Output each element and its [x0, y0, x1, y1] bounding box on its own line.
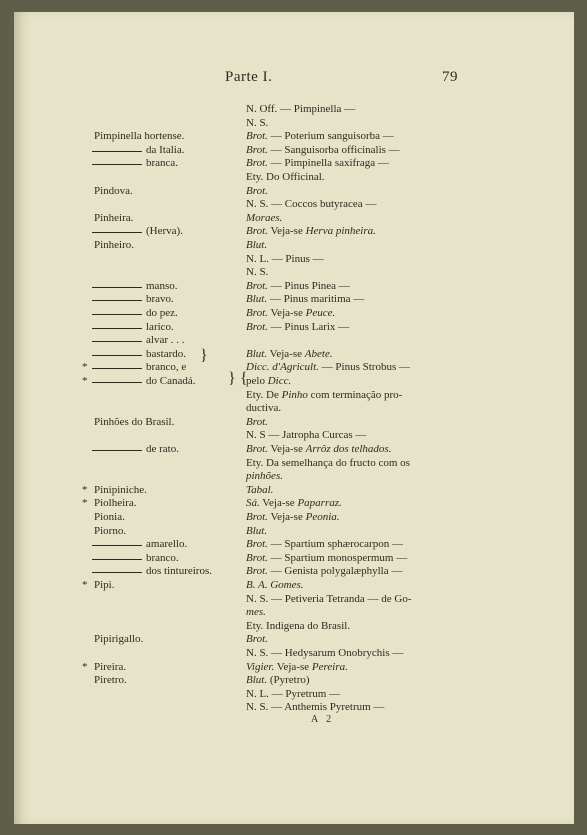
entry-line	[14, 225, 574, 238]
entry-term: bravo.	[146, 293, 174, 306]
entry-line	[14, 674, 574, 687]
entry-definition: Brot. — Spartium sphærocarpon —	[246, 538, 403, 551]
entry-definition: N. S. — Coccos butyracea —	[246, 198, 377, 211]
repeat-dash	[92, 314, 142, 315]
repeat-dash	[92, 559, 142, 560]
entry-definition: Ety. Do Officinal.	[246, 171, 325, 183]
entry-line	[14, 552, 574, 565]
entry-term: Pireira.	[94, 660, 127, 673]
entry-definition: Ety. Da semelhança do fructo com os	[246, 456, 410, 469]
entry-term: Piolheira.	[94, 497, 137, 510]
entry-line	[14, 470, 574, 483]
entry-term: Pinhões do Brasil.	[94, 415, 175, 428]
entry-definition: pinhões.	[246, 470, 283, 483]
entry-definition: Brot. — Poterium sanguisorba —	[246, 130, 394, 143]
entry-definition: Ety. De Pinho com terminação pro-	[246, 388, 403, 401]
entry-line	[14, 334, 574, 347]
entry-definition: N. S.	[246, 116, 269, 129]
asterisk-mark: *	[82, 483, 88, 496]
entry-line	[14, 701, 574, 714]
entry-definition: Moraes.	[246, 211, 283, 224]
entry-line	[14, 375, 574, 388]
entry-term: manso.	[146, 279, 178, 292]
entry-term: do Canadá.	[146, 375, 196, 387]
asterisk-mark: *	[82, 579, 88, 591]
entry-definition: Sá. Veja-se Paparraz.	[246, 497, 342, 510]
entry-line	[14, 402, 574, 415]
entry-term: branco.	[146, 551, 179, 564]
entry-line	[14, 321, 574, 334]
entry-definition: Brot. Veja-se Herva pinheira.	[246, 225, 376, 238]
asterisk-mark: *	[82, 361, 88, 374]
entry-definition: Brot.	[246, 415, 268, 428]
entry-term: alvar . . .	[146, 334, 185, 347]
entry-definition: Blut. — Pinus maritima —	[246, 293, 365, 306]
entry-term: Pinheira.	[94, 211, 134, 224]
entry-term: Pinipiniche.	[94, 483, 147, 496]
entry-definition: Blut.	[246, 524, 268, 537]
entry-line	[14, 661, 574, 674]
entry-line	[14, 565, 574, 578]
brace-canada-left: }	[228, 370, 236, 387]
entry-line	[14, 185, 574, 198]
entry-definition: Brot. Veja-se Peuce.	[246, 307, 336, 319]
entry-line	[14, 443, 574, 456]
book-page	[14, 12, 574, 824]
entry-definition: ductiva.	[246, 402, 282, 415]
repeat-dash	[92, 151, 142, 152]
entry-definition: Brot. Veja-se Arrôz dos telhados.	[246, 443, 392, 455]
entry-definition: Brot. — Pinus Pinea —	[246, 279, 350, 292]
entry-definition: N. Off. — Pimpinella —	[246, 103, 356, 115]
entry-definition: Brot. Veja-se Peonia.	[246, 511, 340, 523]
asterisk-mark: *	[82, 375, 88, 387]
repeat-dash	[92, 341, 142, 342]
running-head: Parte I.	[225, 69, 273, 85]
entry-line	[14, 103, 574, 116]
entry-term: do pez.	[146, 307, 178, 319]
entry-definition: Tabal.	[246, 483, 274, 496]
entry-definition: Brot. — Spartium monospermum —	[246, 551, 408, 564]
repeat-dash	[92, 572, 142, 573]
entry-definition: N. L. — Pyretrum —	[246, 687, 341, 700]
entry-line	[14, 429, 574, 442]
entry-definition: Blut.	[246, 239, 268, 251]
entry-term: Piorno.	[94, 524, 127, 537]
entry-line	[14, 633, 574, 646]
asterisk-mark: *	[82, 660, 88, 673]
repeat-dash	[92, 300, 142, 301]
entry-line	[14, 525, 574, 538]
entry-term: larico.	[146, 320, 174, 333]
entry-line	[14, 198, 574, 211]
repeat-dash	[92, 382, 142, 383]
entry-line	[14, 130, 574, 143]
entry-line	[14, 348, 574, 361]
entry-line	[14, 117, 574, 130]
entry-term: (Herva).	[146, 225, 183, 238]
entry-definition: Blut. (Pyretro)	[246, 674, 310, 687]
repeat-dash	[92, 450, 142, 451]
entry-line	[14, 171, 574, 184]
entry-definition: N. S. — Anthemis Pyretrum —	[246, 701, 385, 714]
entry-term: Pipirigallo.	[94, 633, 144, 646]
entry-definition: Brot. — Genista polygalæphylla —	[246, 565, 403, 578]
entry-line	[14, 647, 574, 660]
entry-line	[14, 620, 574, 633]
entry-definition: N. S.	[246, 266, 269, 279]
entry-term: de rato.	[146, 443, 179, 455]
entry-line	[14, 293, 574, 306]
repeat-dash	[92, 368, 142, 369]
brace-bastardo: }	[200, 347, 208, 364]
entry-definition: N. S. — Hedysarum Onobrychis —	[246, 647, 404, 659]
entry-term: Piretro.	[94, 674, 127, 687]
entry-line	[14, 416, 574, 429]
entry-line	[14, 579, 574, 592]
entry-term: Pinheiro.	[94, 239, 135, 251]
entry-line	[14, 511, 574, 524]
entry-definition: Brot. — Sanguisorba officinalis —	[246, 143, 400, 156]
entry-line	[14, 280, 574, 293]
entry-definition: N. S — Jatropha Curcas —	[246, 429, 367, 442]
entry-line	[14, 361, 574, 374]
entry-term: branca.	[146, 157, 179, 170]
entry-line	[14, 484, 574, 497]
entry-definition: Brot.	[246, 184, 268, 197]
entry-line	[14, 457, 574, 470]
entry-definition: Ety. Indigena do Brasil.	[246, 619, 351, 632]
entry-definition: Brot.	[246, 633, 268, 646]
asterisk-mark: *	[82, 497, 88, 510]
entry-line	[14, 266, 574, 279]
entry-term: Pimpinella hortense.	[94, 130, 185, 143]
entry-definition: N. L. — Pinus —	[246, 252, 324, 265]
entry-line	[14, 538, 574, 551]
brace-canada-right: {	[240, 370, 248, 387]
entry-line	[14, 497, 574, 510]
repeat-dash	[92, 328, 142, 329]
signature-mark: A 2	[311, 714, 335, 725]
repeat-dash	[92, 355, 142, 356]
entry-definition: pelo Dicc.	[246, 375, 292, 387]
dictionary-entries	[14, 12, 574, 824]
entry-line	[14, 212, 574, 225]
repeat-dash	[92, 164, 142, 165]
entry-definition: N. S. — Petiveria Tetranda — de Go-	[246, 592, 412, 605]
entry-term: da Italia.	[146, 143, 185, 156]
entry-line	[14, 688, 574, 701]
entry-term: branco, e	[146, 361, 187, 374]
entry-definition: Brot. — Pinus Larix —	[246, 320, 350, 333]
entry-line	[14, 253, 574, 266]
page-number: 79	[442, 69, 458, 85]
repeat-dash	[92, 545, 142, 546]
repeat-dash	[92, 287, 142, 288]
entry-term: Pionia.	[94, 511, 125, 523]
entry-term: Pindova.	[94, 184, 133, 197]
entry-term: Pipi.	[94, 579, 115, 591]
entry-line	[14, 239, 574, 252]
entry-term: dos tintureiros.	[146, 565, 212, 578]
entry-definition: Brot. — Pimpinella saxifraga —	[246, 157, 389, 170]
entry-definition: mes.	[246, 606, 266, 619]
entry-line	[14, 606, 574, 619]
entry-line	[14, 389, 574, 402]
entry-definition: B. A. Gomes.	[246, 579, 304, 591]
entry-definition: Blut. Veja-se Abete.	[246, 347, 333, 360]
entry-line	[14, 157, 574, 170]
entry-term: bastardo.	[146, 347, 187, 360]
entry-definition: Dicc. d'Agricult. — Pinus Strobus —	[246, 361, 410, 374]
repeat-dash	[92, 232, 142, 233]
entry-line	[14, 593, 574, 606]
entry-line	[14, 307, 574, 320]
entry-term: amarello.	[146, 538, 188, 551]
entry-line	[14, 144, 574, 157]
entry-definition: Vigier. Veja-se Pereira.	[246, 660, 348, 673]
